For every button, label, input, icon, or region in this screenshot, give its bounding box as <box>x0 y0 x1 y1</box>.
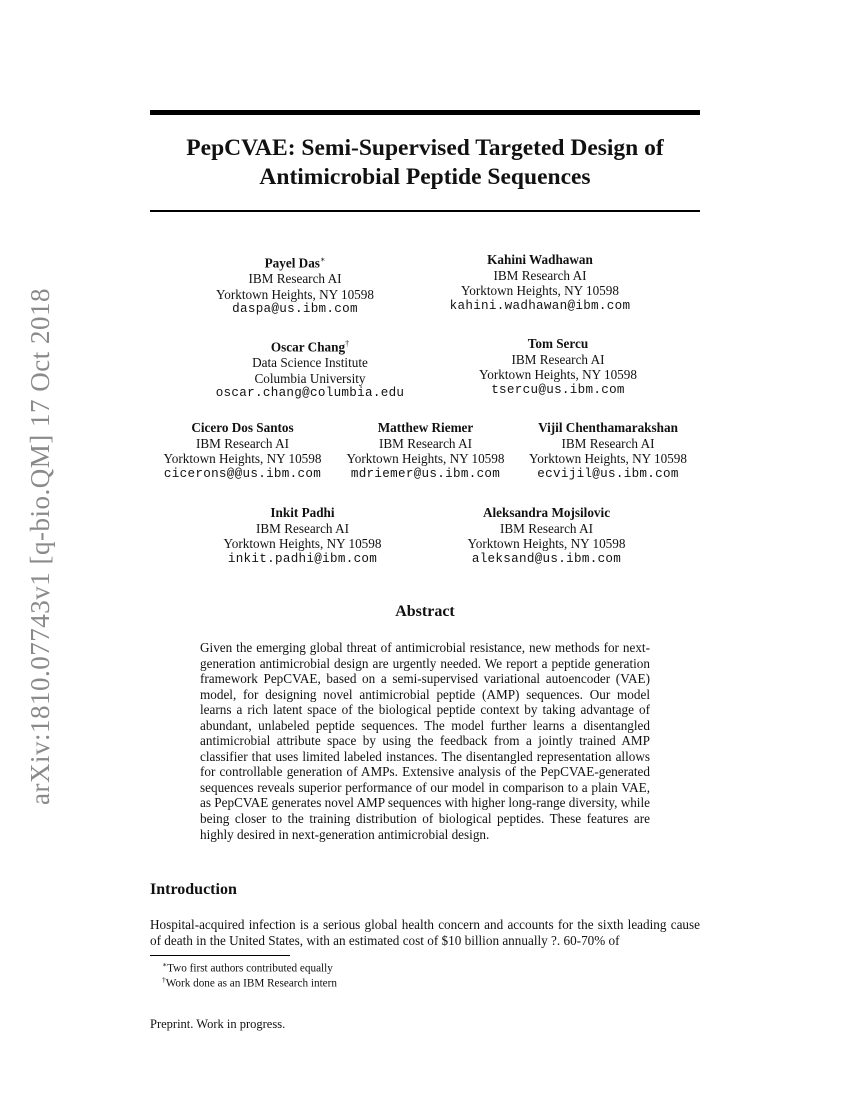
author-block <box>155 420 330 482</box>
author-name: Aleksandra Mojsilovic <box>482 505 611 520</box>
author-location: Yorktown Heights, NY 10598 <box>479 367 637 383</box>
author-location: Yorktown Heights, NY 10598 <box>216 286 374 302</box>
preprint-note: Preprint. Work in progress. <box>150 1017 286 1031</box>
author-affiliation: IBM Research AI <box>255 520 350 536</box>
author-location: Yorktown Heights, NY 10598 <box>461 283 619 299</box>
title-rule-bottom <box>150 210 700 212</box>
footnote-mark: ∗ <box>162 960 168 969</box>
author-email: daspa@us.ibm.com <box>232 302 358 317</box>
author-email: cicerons@@us.ibm.com <box>163 466 322 481</box>
author-email: oscar.chang@columbia.edu <box>215 386 405 401</box>
footnote-mark: † <box>345 339 350 348</box>
author-email: ecvijil@us.ibm.com <box>537 466 679 481</box>
title-rule-top <box>150 110 700 115</box>
author-location: Yorktown Heights, NY 10598 <box>467 536 626 552</box>
author-email: inkit.padhi@ibm.com <box>227 551 378 566</box>
author-name: Inkit Padhi <box>270 505 335 520</box>
footnote-mark: ∗ <box>319 255 326 264</box>
author-location: Yorktown Heights, NY 10598 <box>346 451 505 467</box>
author-email: tsercu@us.ibm.com <box>491 382 625 397</box>
author-affiliation: IBM Research AI <box>511 351 605 367</box>
author-location: Yorktown Heights, NY 10598 <box>223 536 382 552</box>
paper-title <box>150 134 700 192</box>
author-name: Tom Sercu <box>527 336 589 351</box>
footnote-text: Work done as an IBM Research intern <box>165 977 337 990</box>
author-block <box>459 505 634 567</box>
author-name: Payel Das <box>264 255 320 271</box>
author-location: Yorktown Heights, NY 10598 <box>529 451 687 467</box>
author-name: Oscar Chang <box>270 339 346 355</box>
title-line-1: PepCVAE: Semi-Supervised Targeted Design of <box>186 135 664 161</box>
abstract-text: Given the emerging global threat of antimicrobial resistance, new methods for next-generation antimicrobial design are urgently needed. We report a peptide generation framework PepCVAE, based on a semi-supervised variational autoencoder (VAE) model, for designing novel antimicrobial peptide (AMP) sequences. Our model learns a rich latent space of the biological peptide context by taking advantage of abundant, unlabeled peptide sequences. The model further learns a disentangled antimicrobial attribute space by using the feedback from a jointly trained AMP classifier that uses limited labeled instances. The disentangled representation allows for controllable generation of AMPs. Extensive analysis of the PepCVAE-generated sequences reveals superior performance of our model in comparison to a plain VAE, as PepCVAE generates novel AMP sequences with higher long-range diversity, while being closer to the training distribution of biological peptides. These features are highly desired in next-generation antimicrobial design. <box>200 640 650 842</box>
title-line-2: Antimicrobial Peptide Sequences <box>259 164 591 190</box>
author-name: Cicero Dos Santos <box>191 420 294 435</box>
author-affiliation: IBM Research AI <box>499 520 594 536</box>
arxiv-identifier: arXiv:1810.07743v1 [q-bio.QM] 17 Oct 2018 <box>24 287 55 805</box>
author-block <box>215 505 390 567</box>
author-affiliation: Data Science Institute <box>252 354 368 370</box>
author-name: Vijil Chenthamarakshan <box>538 420 678 435</box>
footnote-text: Two first authors contributed equally <box>167 962 333 975</box>
author-email: kahini.wadhawan@ibm.com <box>449 298 631 313</box>
author-affiliation: IBM Research AI <box>378 435 473 451</box>
author-block <box>520 420 696 482</box>
author-affiliation: IBM Research AI <box>493 267 587 283</box>
author-block <box>468 336 648 398</box>
author-affiliation: IBM Research AI <box>248 270 342 286</box>
author-block <box>205 252 385 318</box>
footnote <box>162 960 333 975</box>
author-block <box>440 252 640 314</box>
arxiv-side-stamp <box>20 272 60 820</box>
footnote-rule <box>150 955 290 956</box>
author-name: Matthew Riemer <box>377 420 474 435</box>
footnote-mark: † <box>162 975 166 984</box>
author-name: Kahini Wadhawan <box>487 252 593 267</box>
author-location: Yorktown Heights, NY 10598 <box>163 451 322 467</box>
author-block <box>205 336 415 402</box>
author-email: mdriemer@us.ibm.com <box>350 466 501 481</box>
author-email: aleksand@us.ibm.com <box>471 551 622 566</box>
introduction-heading: Introduction <box>150 881 237 898</box>
author-affiliation: IBM Research AI <box>561 435 655 451</box>
author-affiliation: IBM Research AI <box>195 435 290 451</box>
abstract-heading: Abstract <box>395 603 455 620</box>
footnote <box>162 975 337 990</box>
author-location: Columbia University <box>254 370 366 386</box>
introduction-text: Hospital-acquired infection is a serious global health concern and accounts for the sixth leading cause of death in the United States, with an estimated cost of $10 billion annually ?. 60-70% of <box>150 917 700 948</box>
author-block <box>338 420 513 482</box>
